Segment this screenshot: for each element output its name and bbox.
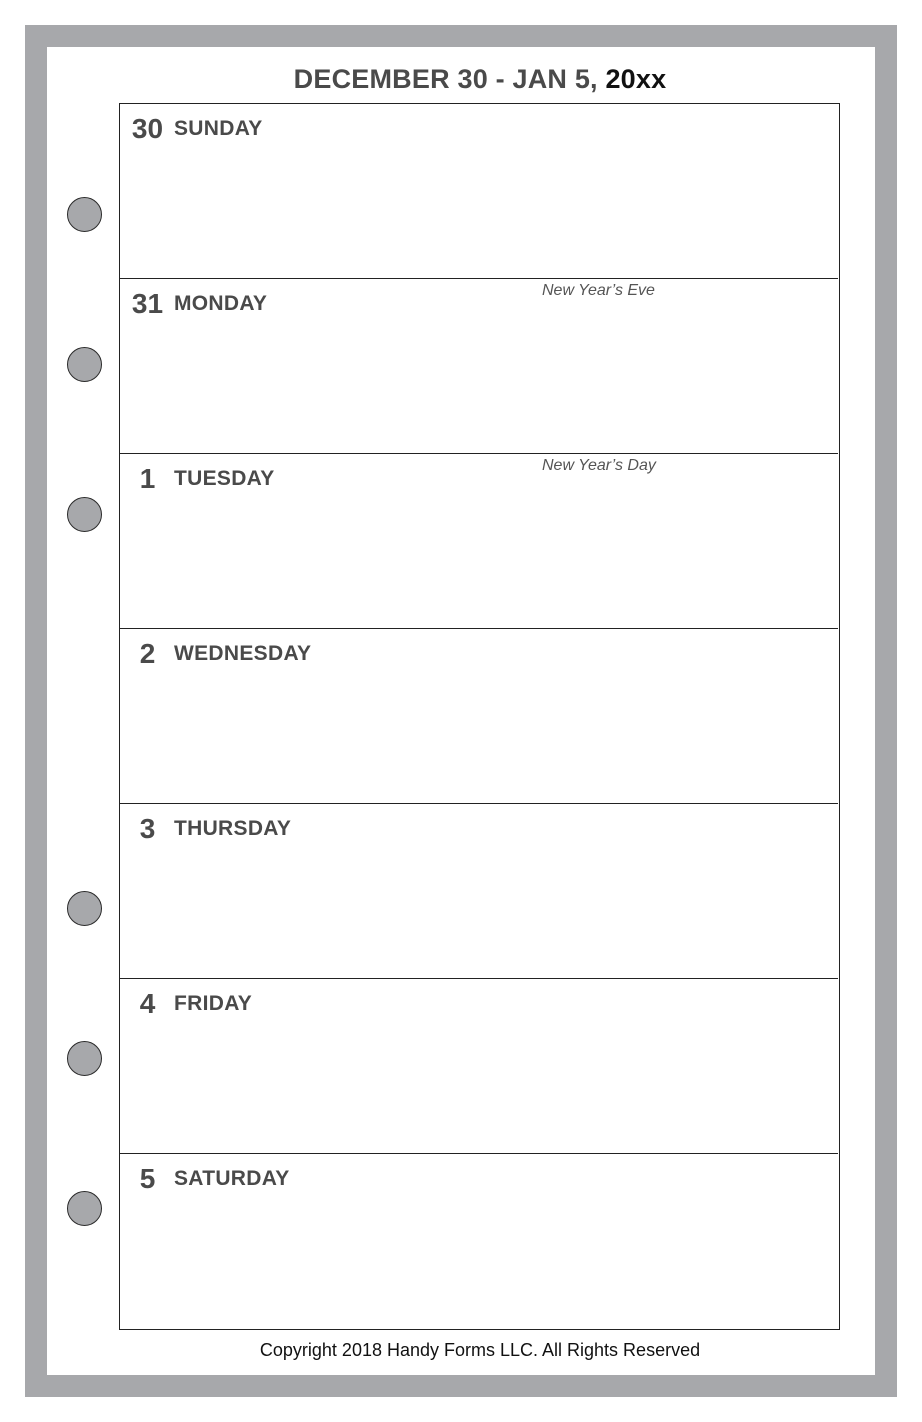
day-row-wednesday[interactable] (120, 629, 838, 804)
day-row-monday[interactable] (120, 279, 838, 454)
day-number: 5 (139, 1163, 156, 1194)
page-title (120, 64, 840, 95)
day-name: FRIDAY (174, 992, 253, 1015)
holiday-note: New Year’s Eve (542, 282, 655, 299)
day-name: SUNDAY (174, 117, 263, 140)
day-row-tuesday[interactable] (120, 454, 838, 629)
punch-hole-4 (67, 891, 102, 926)
day-number: 30 (131, 113, 164, 144)
day-number: 31 (131, 288, 164, 319)
week-grid (119, 103, 840, 1330)
week-range: DECEMBER 30 - JAN 5, (293, 64, 598, 94)
punch-hole-3 (67, 497, 102, 532)
day-number: 1 (139, 463, 156, 494)
day-row-friday[interactable] (120, 979, 838, 1154)
punch-hole-1 (67, 197, 102, 232)
day-name: THURSDAY (174, 817, 292, 840)
copyright-notice: Copyright 2018 Handy Forms LLC. All Rights Reserved (259, 1340, 701, 1360)
holiday-note: New Year’s Day (542, 457, 656, 474)
punch-hole-2 (67, 347, 102, 382)
day-number: 4 (139, 988, 156, 1019)
day-number: 2 (139, 638, 156, 669)
day-row-thursday[interactable] (120, 804, 838, 979)
year: 20xx (605, 64, 667, 94)
day-name: WEDNESDAY (174, 642, 312, 665)
day-row-saturday[interactable] (120, 1154, 838, 1329)
day-name: SATURDAY (174, 1167, 290, 1190)
day-row-sunday[interactable] (120, 104, 838, 279)
punch-hole-5 (67, 1041, 102, 1076)
day-name: TUESDAY (174, 467, 275, 490)
day-number: 3 (139, 813, 156, 844)
day-name: MONDAY (174, 292, 268, 315)
punch-hole-6 (67, 1191, 102, 1226)
